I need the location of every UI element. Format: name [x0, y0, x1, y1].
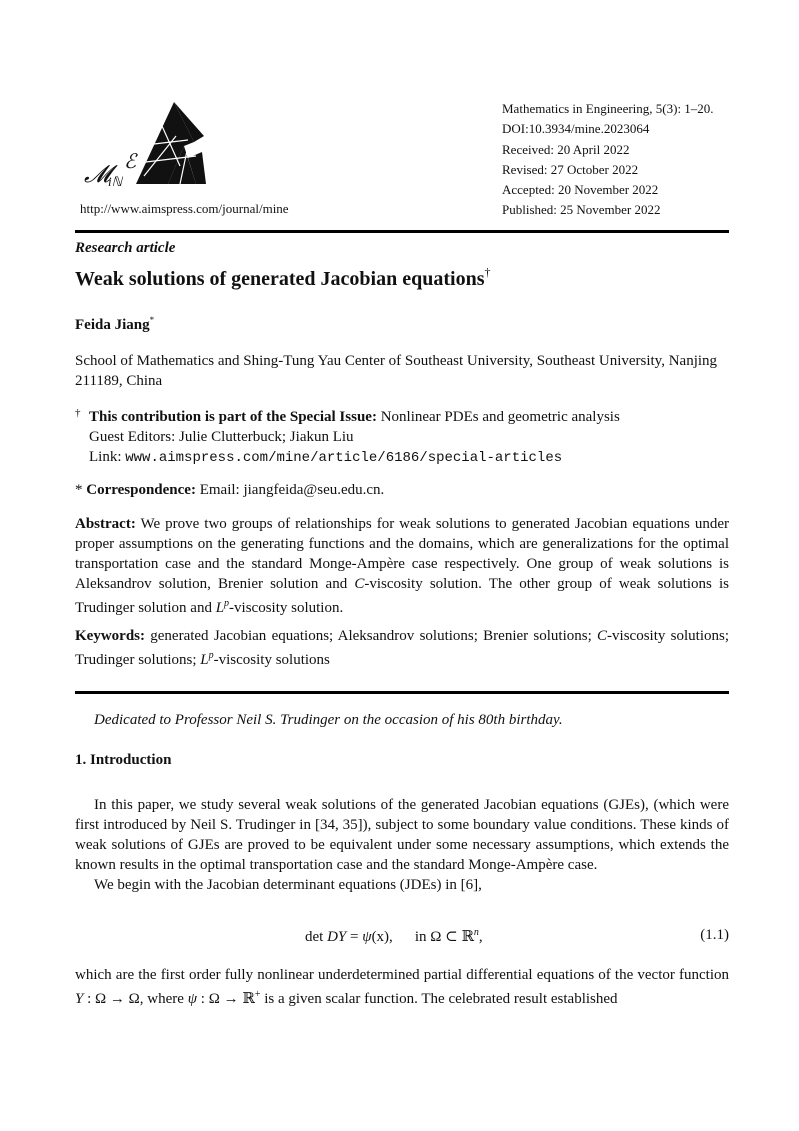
keywords-text-2: -viscosity solutions; Trudinger solutions;: [75, 628, 729, 668]
abstract-text-1: We prove two groups of relationships for weak solutions to generated Jacobian equations under proper assumptions on the generating functions and the domains, which are generalizations for the optimal transportation case and the standard Monge-Ampère case respectively. One group of weak solutions is Aleksandrov solution, Brenier solution and: [75, 516, 729, 592]
keywords-l: L: [200, 652, 209, 668]
logo-letter-e: ℰ: [124, 151, 137, 173]
journal-url[interactable]: http://www.aimspress.com/journal/mine: [80, 201, 289, 216]
keywords: [75, 626, 729, 670]
published-date: Published: 25 November 2022: [502, 202, 661, 218]
equation-body: [305, 927, 483, 946]
logo-letter-m: 𝓜: [84, 162, 111, 188]
special-issue-lead: This contribution is part of the Special Issue:: [89, 409, 377, 425]
after-psi: ψ: [187, 991, 198, 1007]
keywords-label: Keywords:: [75, 628, 145, 644]
after-y: Y: [75, 991, 84, 1007]
special-issue-link-line: [75, 447, 729, 468]
after-text-3: : Ω → ℝ: [197, 991, 255, 1007]
affiliation: School of Mathematics and Shing-Tung Yau Center of Southeast University, Southeast University, Nanjing 211189, China: [75, 353, 718, 389]
correspondence-mark: *: [75, 482, 83, 498]
article-title: [75, 265, 490, 291]
received-date: Received: 20 April 2022: [502, 141, 630, 157]
abstract: [75, 514, 729, 618]
journal-doi[interactable]: DOI:10.3934/mine.2023064: [502, 121, 650, 137]
journal-citation: Mathematics in Engineering, 5(3): 1–20.: [502, 101, 714, 116]
abstract-label: Abstract:: [75, 516, 136, 532]
keywords-text-3: -viscosity solutions: [213, 652, 330, 668]
special-issue-note: [75, 403, 729, 468]
guest-editors: Guest Editors: Julie Clutterbuck; Jiakun Liu: [89, 429, 354, 445]
intro-paragraph-2: We begin with the Jacobian determinant equations (JDEs) in [6],: [94, 877, 482, 893]
article-type: Research article: [75, 240, 176, 256]
link-label: Link:: [89, 449, 126, 465]
after-plus: +: [254, 989, 261, 1000]
logo-letter-in: iℕ: [108, 174, 123, 188]
title-footnote-mark: †: [484, 265, 491, 279]
abstract-c: C: [354, 576, 365, 592]
section-heading: 1. Introduction: [75, 752, 172, 768]
author-name-text: Feida Jiang: [75, 317, 150, 333]
after-text-2: : Ω → Ω, where: [83, 991, 188, 1007]
header-divider: [75, 230, 729, 233]
dedication: Dedicated to Professor Neil S. Trudinger on the occasion of his 80th birthday.: [94, 712, 563, 728]
post-equation-paragraph: [75, 965, 729, 1009]
abstract-text-3: -viscosity solution.: [229, 600, 344, 616]
after-text-4: is a given scalar function. The celebrated result established: [260, 991, 618, 1007]
article-title-text: Weak solutions of generated Jacobian equations: [75, 268, 485, 290]
after-text-1: which are the first order fully nonlinear underdetermined partial differential equations of the vector function: [75, 967, 729, 983]
intro-paragraphs: [75, 795, 729, 895]
keywords-text-1: generated Jacobian equations; Aleksandrov solutions; Brenier solutions;: [145, 628, 598, 644]
eq-domain: in Ω ⊂ ℝ: [414, 929, 474, 945]
eq-det: det: [305, 929, 328, 945]
intro-paragraph-1: In this paper, we study several weak solutions of the generated Jacobian equations (GJEs), (which were first introduced by Neil S. Trudinger in [34, 35]), subject to some boundary value conditions. These kinds of weak solutions of GJEs are proved to be equivalent under some necessary assumptions, which extends the known results in the optimal transportation case and the standard Monge-Ampère case.: [75, 797, 729, 873]
author-name: [75, 315, 154, 334]
special-issue-link[interactable]: www.aimspress.com/mine/article/6186/special-articles: [125, 450, 563, 466]
abstract-l: L: [215, 600, 225, 616]
accepted-date: Accepted: 20 November 2022: [502, 182, 659, 198]
revised-date: Revised: 27 October 2022: [502, 161, 639, 177]
eq-n: n: [473, 927, 479, 938]
abstract-p: p: [224, 598, 230, 609]
correspondence: [75, 480, 729, 500]
author-footnote-mark: *: [149, 315, 155, 325]
special-issue-mark: †: [75, 407, 81, 419]
eq-psi: ψ: [362, 929, 372, 945]
section-divider: [75, 691, 729, 694]
eq-equals: =: [346, 929, 363, 945]
eq-x: (x),: [371, 929, 393, 945]
equation-number: (1.1): [700, 927, 729, 943]
special-issue-name: Nonlinear PDEs and geometric analysis: [376, 409, 620, 425]
eq-dy: DY: [327, 929, 347, 945]
equation-1-1: [75, 927, 729, 947]
correspondence-label: Correspondence:: [86, 482, 196, 498]
correspondence-email[interactable]: Email: jiangfeida@seu.edu.cn.: [195, 482, 385, 498]
journal-info: [502, 99, 714, 221]
keywords-p: p: [208, 650, 214, 661]
journal-logo: [84, 96, 224, 188]
abstract-text-2: -viscosity solution. The other group of weak solutions is Trudinger solution and: [75, 576, 729, 616]
eq-tail: ,: [478, 929, 483, 945]
keywords-c: C: [597, 628, 608, 644]
